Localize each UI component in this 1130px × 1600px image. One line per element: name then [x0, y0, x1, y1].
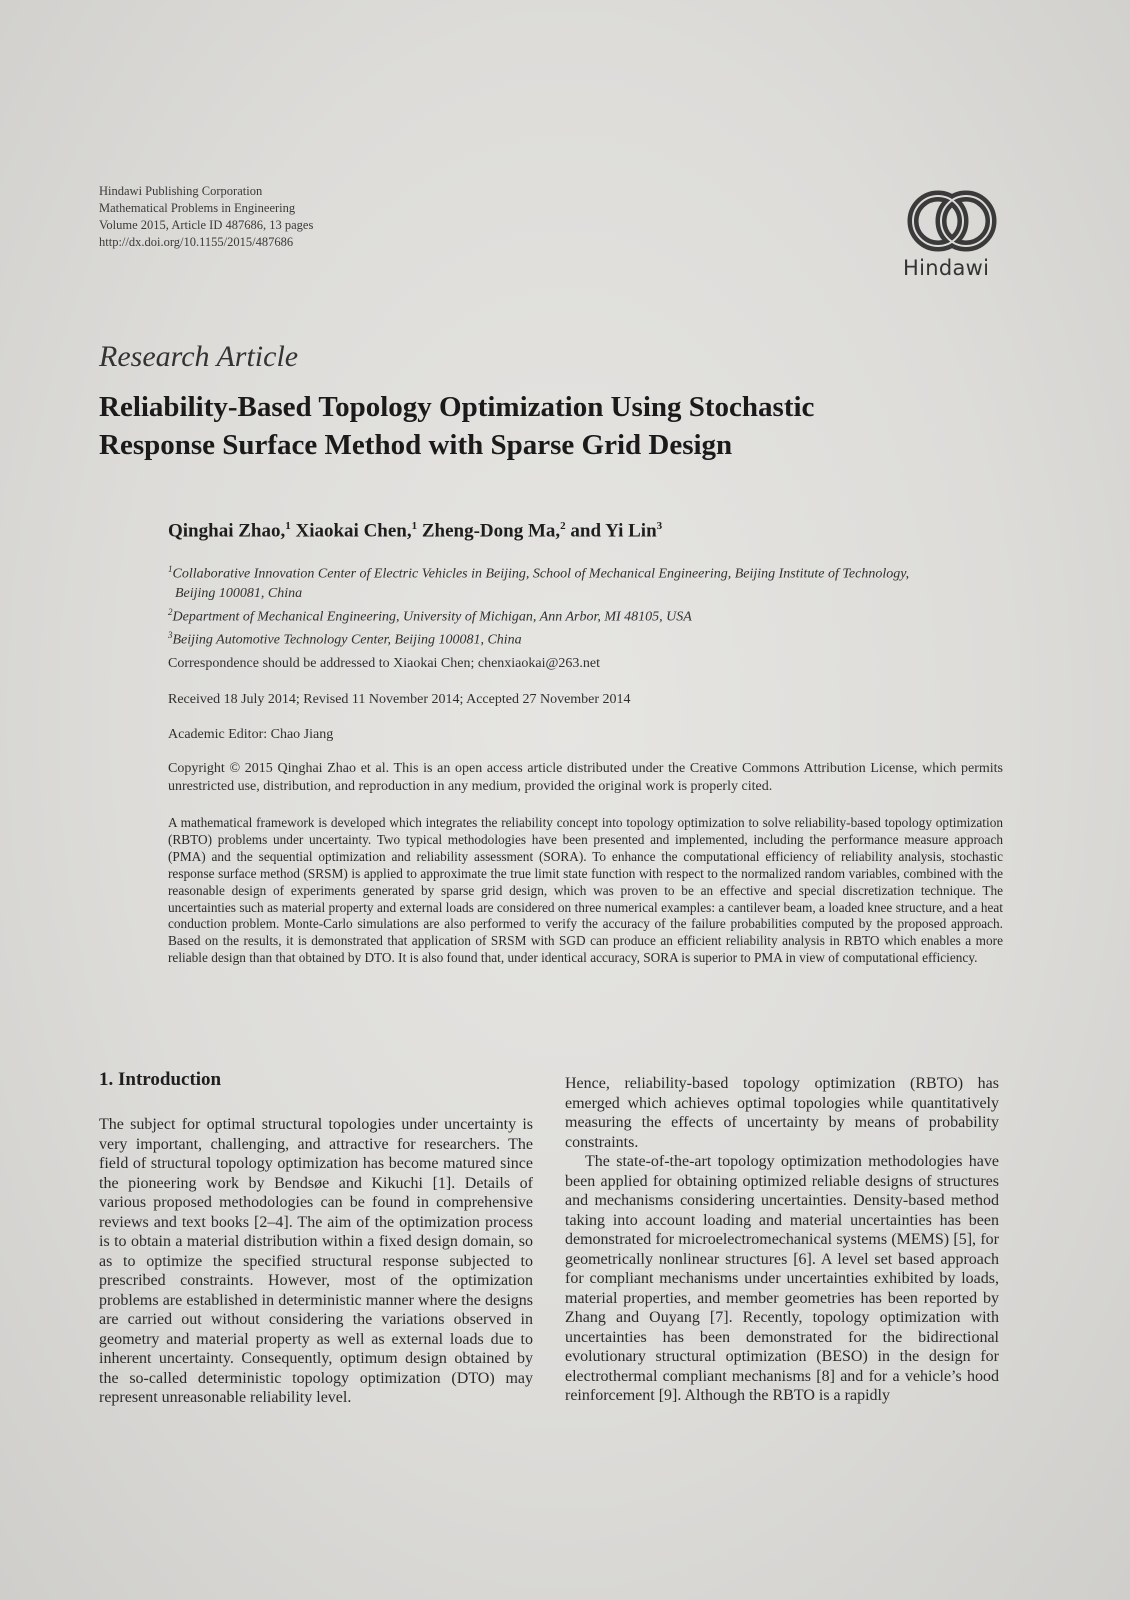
- section-heading-introduction: 1. Introduction: [99, 1069, 222, 1090]
- affiliation-1-continued: Beijing 100081, China: [175, 585, 303, 601]
- author-affiliation-mark: 1: [411, 520, 418, 532]
- paper-title: [99, 388, 999, 464]
- body-column-left: [99, 1115, 533, 1408]
- hindawi-logo: [903, 188, 1003, 288]
- affiliation-mark: 2: [168, 606, 173, 617]
- submission-dates: Received 18 July 2014; Revised 11 November 2014; Accepted 27 November 2014: [168, 692, 631, 707]
- title-line-1: Reliability-Based Topology Optimization Using Stochastic: [99, 391, 815, 423]
- body-column-right: [565, 1074, 999, 1406]
- author-affiliation-mark: 3: [656, 520, 663, 532]
- hindawi-rings-icon: [907, 188, 997, 254]
- author-name: Qinghai Zhao,: [168, 520, 286, 542]
- author-name: and Yi Lin: [570, 520, 657, 542]
- author-name: Zheng-Dong Ma,: [421, 520, 561, 542]
- affiliation-mark: 3: [168, 630, 173, 641]
- publisher-line: Hindawi Publishing Corporation: [99, 184, 263, 198]
- affiliations: [168, 560, 988, 650]
- affiliation-2: [168, 603, 988, 627]
- volume-line: Volume 2015, Article ID 487686, 13 pages: [99, 218, 314, 232]
- journal-line: Mathematical Problems in Engineering: [99, 201, 296, 215]
- copyright-notice: Copyright © 2015 Qinghai Zhao et al. This is an open access article distributed under the Creative Commons Attribution License, which permits unrestricted use, distribution, and reproduction in any medium, provided the original work is properly cited.: [168, 761, 1003, 794]
- author-list: [168, 520, 662, 542]
- body-paragraph: Hence, reliability-based topology optimization (RBTO) has emerged which achieves optimal topologies while quantitatively measuring the effects of uncertainty by means of probability constraints.: [565, 1075, 999, 1151]
- academic-editor: Academic Editor: Chao Jiang: [168, 727, 334, 742]
- body-paragraph: The subject for optimal structural topologies under uncertainty is very important, challenging, and attractive for researchers. The field of structural topology optimization has become matured since the pioneering work by Bendsøe and Kikuchi [1]. Details of various proposed methodologies can be found in comprehensive reviews and text books [2–4]. The aim of the optimization process is to obtain a material distribution within a fixed design domain, so as to optimize the specified structural response subjected to prescribed constraints. However, most of the optimization problems are established in deterministic manner where the designs are carried out without considering the variations observed in geometry and material property as well as external loads due to inherent uncertainty. Consequently, optimum design obtained by the so-called deterministic topology optimization (DTO) may represent unreasonable reliability level.: [99, 1116, 533, 1406]
- affiliation-text: Beijing Automotive Technology Center, Beijing 100081, China: [172, 632, 522, 648]
- title-line-2: Response Surface Method with Sparse Grid Design: [99, 429, 733, 461]
- author-affiliation-mark: 1: [285, 520, 291, 532]
- hindawi-logo-text: Hindawi: [903, 256, 990, 280]
- abstract: A mathematical framework is developed which integrates the reliability concept into topology optimization to solve reliability-based topology optimization (RBTO) problems under uncertainty. Two typical methodologies have been presented and implemented, including the performance measure approach (PMA) and the sequential optimization and reliability assessment (SORA). To enhance the computational efficiency of reliability analysis, stochastic response surface method (SRSM) is applied to approximate the true limit state function with respect to the normalized random variables, combined with the reasonable design of experiments generated by sparse grid design, which was proven to be an effective and special discretization technique. The uncertainties such as material property and external loads are considered on three numerical examples: a cantilever beam, a loaded knee structure, and a heat conduction problem. Monte-Carlo simulations are also performed to verify the accuracy of the failure probabilities computed by the proposed approach. Based on the results, it is demonstrated that application of SRSM with SGD can produce an efficient reliability analysis in RBTO which enables a more reliable design than that obtained by DTO. It is also found that, under identical accuracy, SORA is superior to PMA in view of computational efficiency.: [168, 815, 1003, 966]
- correspondence: Correspondence should be addressed to Xiaokai Chen; chenxiaokai@263.net: [168, 656, 600, 671]
- body-paragraph: The state-of-the-art topology optimization methodologies have been applied for obtaining optimized reliable designs of structures and mechanisms considering uncertainties. Density-based method taking into account loading and material uncertainties has been demonstrated for microelectromechanical systems (MEMS) [5], for geometrically nonlinear structures [6]. A level set based approach for compliant mechanisms under uncertainties exhibited by loads, material properties, and member geometries has been reported by Zhang and Ouyang [7]. Recently, topology optimization with uncertainties has been demonstrated for the bidirectional evolutionary structural optimization (BESO) in the design for electrothermal compliant mechanisms [8] and for a vehicle’s hood reinforcement [9]. Although the RBTO is a rapidly: [565, 1153, 999, 1404]
- affiliation-1: [168, 560, 988, 584]
- affiliation-mark: 1: [168, 564, 173, 574]
- affiliation-3: [168, 626, 988, 650]
- affiliation-text: Collaborative Innovation Center of Electric Vehicles in Beijing, School of Mechanical Engineering, Beijing Institute of Technology,: [172, 566, 910, 582]
- affiliation-text: Department of Mechanical Engineering, University of Michigan, Ann Arbor, MI 48105, USA: [172, 609, 692, 625]
- author-name: Xiaokai Chen,: [295, 520, 412, 542]
- article-type: Research Article: [99, 340, 299, 373]
- author-affiliation-mark: 2: [560, 520, 566, 532]
- doi-line[interactable]: http://dx.doi.org/10.1155/2015/487686: [99, 235, 294, 249]
- journal-header: [99, 183, 313, 251]
